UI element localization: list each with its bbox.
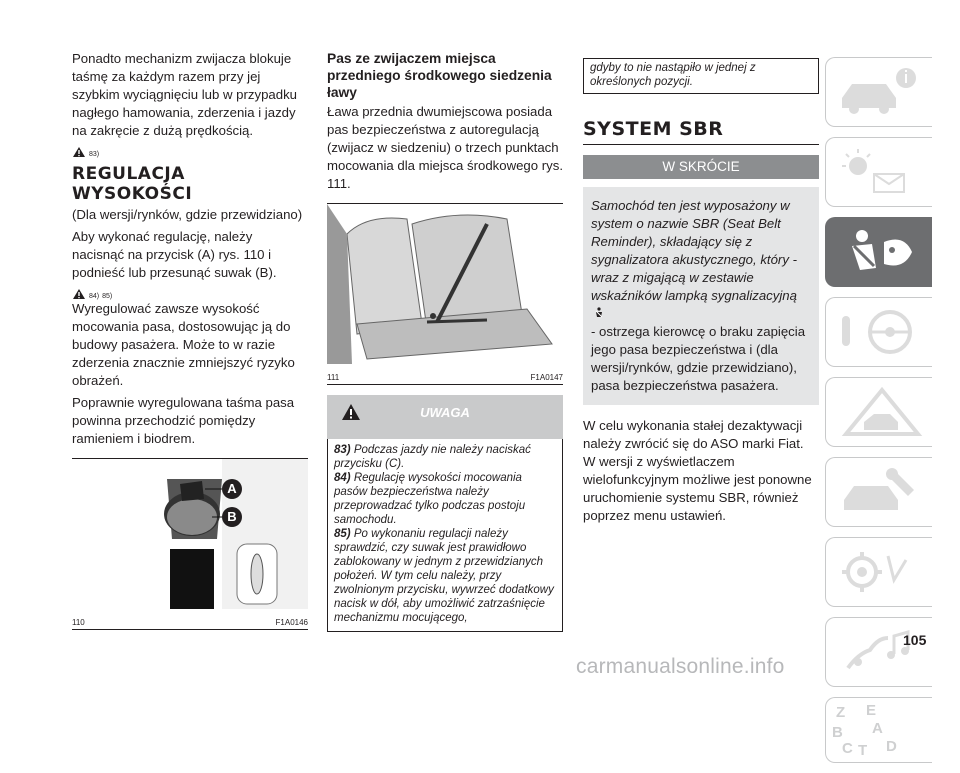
in-brief-warning-text: - ostrzega kierowcę o braku zapięcia jego pasa bezpieczeństwa i (dla wersji/rynków, gdzie przewidziano), pasa bezpieczeństwa pasażera.	[591, 324, 806, 393]
in-brief-box	[583, 187, 819, 405]
figure-code: F1A0147	[530, 373, 563, 382]
divider	[583, 144, 819, 145]
belt-height-adjuster-illustration	[72, 459, 308, 609]
warning-triangle-icon	[72, 288, 86, 300]
figure-110	[72, 458, 308, 630]
warning-ref	[72, 282, 308, 300]
page-number: 105	[903, 632, 927, 648]
column-3	[583, 58, 819, 525]
tab-car-info[interactable]	[825, 57, 932, 127]
warning-lights-icon	[834, 144, 924, 200]
uwaga-title: UWAGA	[420, 405, 470, 420]
section-heading-regulacja: REGULACJA WYSOKOŚCI	[72, 164, 193, 204]
ref-link-84[interactable]: 84)	[89, 293, 100, 300]
column-2	[327, 50, 563, 632]
uwaga-header	[327, 395, 563, 439]
uwaga-continuation	[583, 58, 819, 94]
tab-multimedia[interactable]	[825, 617, 932, 687]
callout-a: A	[222, 479, 242, 499]
subsection-heading-center-belt: Pas ze zwijaczem miejsca przedniego środkowego siedzenia ławy	[327, 51, 552, 100]
uwaga-content	[327, 439, 563, 632]
note-85: 85) Po wykonaniu regulacji należy sprawdzić, czy suwak jest prawidłowo zablokowany w jednym z przewidzianych położeń. W tym celu należy, przy zwolnionym przycisku, wywrzeć dodatkowy nacisk w dół, aby umożliwić zatrzaśnięcie mechanizmu mocującego,	[334, 528, 554, 624]
intro-paragraph: Ponadto mechanizm zwijacza blokuje taśmę za każdym razem przy jej szybkim wyciągnięciu lub w przypadku nagłego hamowania, zderzenia i jazdy na zakręcie z dużą prędkością.	[72, 51, 298, 138]
tab-index[interactable]	[825, 697, 932, 763]
ref-link-85[interactable]: 85)	[102, 293, 113, 300]
belt-position-note: Poprawnie wyregulowana taśma pasa powinna przechodzić pomiędzy ramieniem i biodrem.	[72, 395, 295, 446]
technical-data-icon	[834, 544, 924, 600]
tab-maintenance[interactable]	[825, 457, 932, 527]
figure-code: F1A0146	[275, 618, 308, 627]
bench-seat-illustration	[327, 204, 563, 364]
sbr-deactivation-paragraph: W celu wykonania stałej dezaktywacji należy zwrócić się do ASO marki Fiat. W wersji z wyświetlaczem wielofunkcyjnym możliwe jest ponowne uruchomienie systemu SBR, również poprzez menu ustawień.	[583, 418, 812, 523]
ref-link-83[interactable]: 83)	[89, 151, 100, 158]
adjust-instructions: Aby wykonać regulację, należy nacisnąć na przycisk (A) rys. 110 i podnieść lub przesunąć suwak (B).	[72, 229, 277, 280]
note-85-continued: gdyby to nie nastąpiło w jednej z określonych pozycji.	[590, 62, 756, 88]
tab-seat-safety[interactable]	[825, 217, 932, 287]
index-letters-icon: Z E B A C T D	[832, 702, 897, 759]
warning-ref	[72, 140, 308, 158]
in-brief-text: Samochód ten jest wyposażony w system o nazwie SBR (Seat Belt Reminder), składający się z sygnalizatora akustycznego, który - wraz z migającą w zestawie wskaźników lampką sygnalizacyjną	[591, 197, 809, 323]
seat-safety-icon	[834, 224, 924, 280]
tab-technical-data[interactable]	[825, 537, 932, 607]
callout-b: B	[222, 507, 242, 527]
tab-emergency[interactable]	[825, 377, 932, 447]
car-info-icon	[834, 64, 924, 120]
section-heading-sbr: SYSTEM SBR	[583, 118, 724, 140]
note-84: 84) Regulację wysokości mocowania pasów bezpieczeństwa należy przeprowadzać tylko podczas postoju samochodu.	[334, 472, 526, 526]
column-1	[72, 50, 308, 630]
seatbelt-warning-icon	[593, 307, 605, 319]
note-83: 83) Podczas jazdy nie należy naciskać przycisku (C).	[334, 444, 531, 470]
tab-starting-driving[interactable]	[825, 297, 932, 367]
uwaga-box	[327, 395, 563, 632]
figure-111	[327, 203, 563, 385]
in-brief-header: W SKRÓCIE	[583, 155, 819, 179]
starting-driving-icon	[834, 304, 924, 360]
chapter-tabs	[825, 57, 937, 773]
maintenance-icon	[834, 464, 924, 520]
center-belt-description: Ława przednia dwumiejscowa posiada pas bezpieczeństwa z autoregulacją (zwijacz w siedzeniu) o trzech punktach mocowania dla miejsca środkowego rys. 111.	[327, 104, 564, 191]
emergency-icon	[834, 384, 924, 440]
adjust-advice: Wyregulować zawsze wysokość mocowania pasa, dostosowując ją do budowy pasażera. Może to w razie zderzenia znacznie zmniejszyć ryzyko obrażeń.	[72, 301, 295, 388]
warning-triangle-icon	[72, 146, 86, 158]
watermark: carmanualsonline.info	[576, 655, 785, 678]
versions-note: (Dla wersji/rynków, gdzie przewidziano)	[72, 207, 303, 222]
tab-warning-lights[interactable]	[825, 137, 932, 207]
figure-number: 111	[327, 373, 340, 382]
figure-number: 110	[72, 618, 85, 627]
